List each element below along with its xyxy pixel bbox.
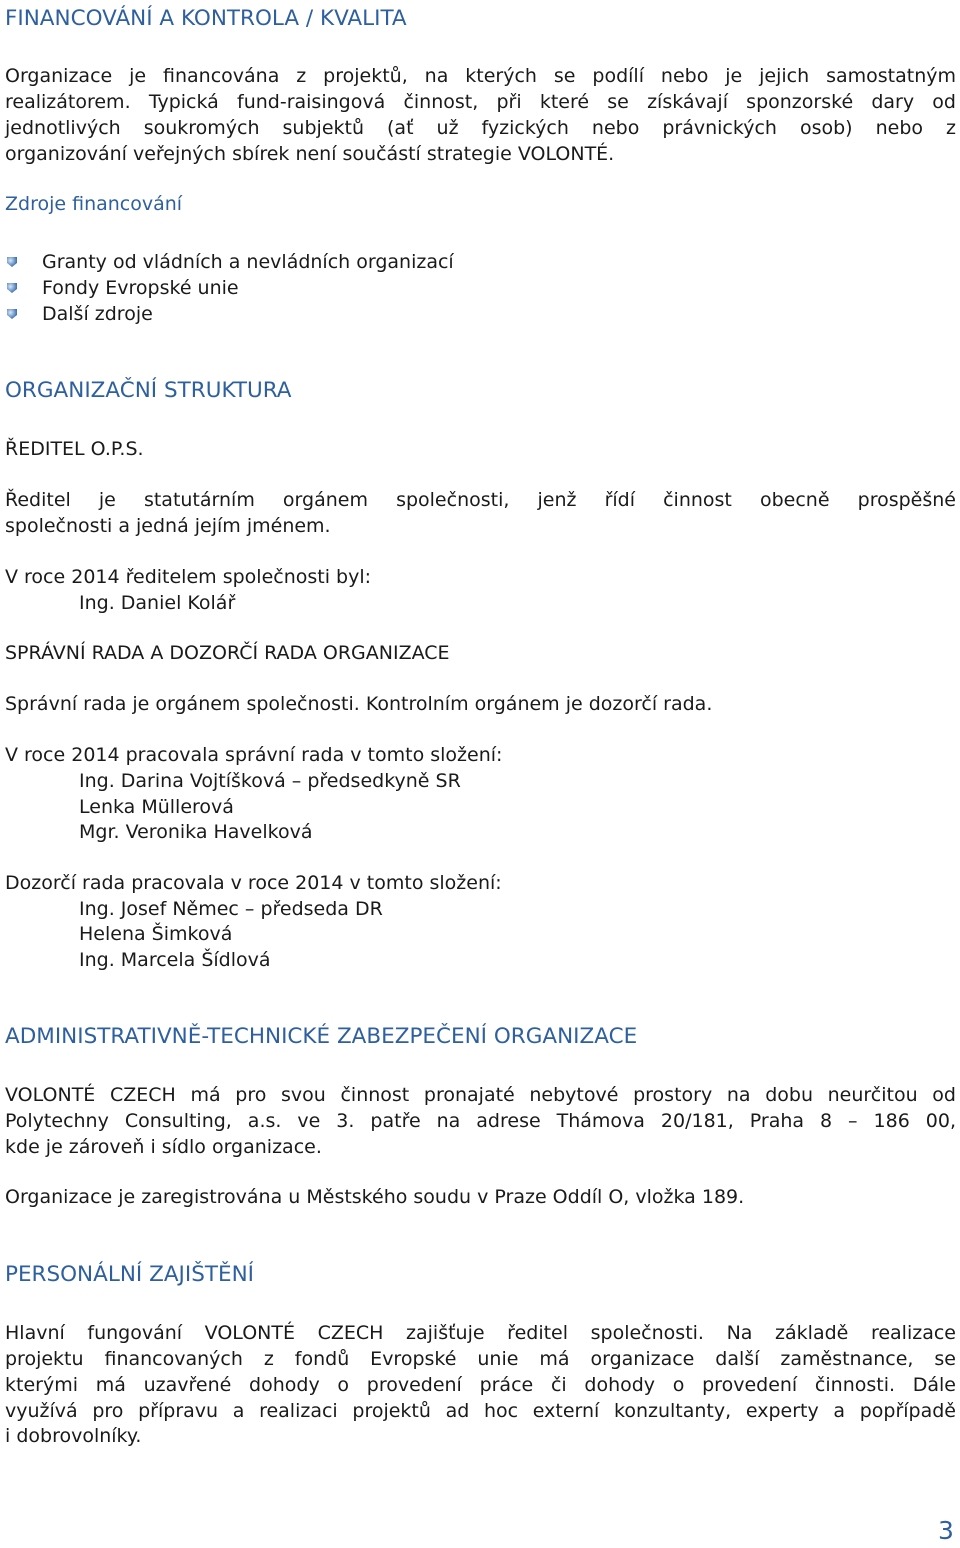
board-member: Helena Šimková	[79, 923, 233, 945]
section-heading-personnel: PERSONÁLNÍ ZAJIŠTĚNÍ	[5, 1262, 254, 1287]
boards-heading: SPRÁVNÍ RADA A DOZORČÍ RADA ORGANIZACE	[5, 642, 450, 664]
boards-intro: Správní rada je orgánem společnosti. Kontrolním orgánem je dozorčí rada.	[5, 693, 713, 715]
section-heading-structure: ORGANIZAČNÍ STRUKTURA	[5, 378, 292, 403]
board-member: Mgr. Veronika Havelková	[79, 821, 313, 843]
admin-tech-para-line: VOLONTÉ CZECH má pro svou činnost pronajaté nebytové prostory na dobu neurčitou od	[5, 1084, 956, 1106]
board-member: Ing. Darina Vojtíšková – předsedkyně SR	[79, 770, 461, 792]
bullet-icon	[5, 255, 19, 269]
registration-line: Organizace je zaregistrována u Městského soudu v Praze Oddíl O, vložka 189.	[5, 1186, 745, 1208]
director-heading: ŘEDITEL O.P.S.	[5, 438, 144, 460]
section-heading-financing: FINANCOVÁNÍ A KONTROLA / KVALITA	[5, 6, 407, 31]
board-member: Lenka Müllerová	[79, 796, 234, 818]
list-item: Další zdroje	[42, 303, 153, 325]
admin-board-line: V roce 2014 pracovala správní rada v tomto složení:	[5, 744, 503, 766]
financing-para-line: Organizace je financována z projektů, na kterých se podílí nebo je jejich samostatným	[5, 65, 956, 87]
bullet-icon	[5, 307, 19, 321]
admin-tech-para-line: kde je zároveň i sídlo organizace.	[5, 1136, 322, 1158]
page-number: 3	[938, 1516, 954, 1545]
list-item: Granty od vládních a nevládních organizací	[42, 251, 454, 273]
personnel-para-line: i dobrovolníky.	[5, 1425, 142, 1447]
sources-heading: Zdroje financování	[5, 193, 183, 215]
personnel-para-line: kterými má uzavřené dohody o provedení práce či dohody o provedení činnosti. Dále	[5, 1374, 956, 1396]
admin-tech-para-line: Polytechny Consulting, a.s. ve 3. patře na adrese Thámova 20/181, Praha 8 – 186 00,	[5, 1110, 956, 1132]
supervisory-board-line: Dozorčí rada pracovala v roce 2014 v tomto složení:	[5, 872, 502, 894]
financing-para-line: jednotlivých soukromých subjektů (ať už fyzických nebo právnických osob) nebo z	[5, 117, 956, 139]
financing-para-line: organizování veřejných sbírek není součástí strategie VOLONTÉ.	[5, 143, 615, 165]
director-name: Ing. Daniel Kolář	[79, 592, 236, 614]
board-member: Ing. Josef Němec – předseda DR	[79, 898, 383, 920]
financing-para-line: realizátorem. Typická fund-raisingová činnost, při které se získávají sponzorské dary od	[5, 91, 956, 113]
director-para-line: Ředitel je statutárním orgánem společnosti, jenž řídí činnost obecně prospěšné	[5, 489, 956, 511]
bullet-icon	[5, 281, 19, 295]
section-heading-admin-tech: ADMINISTRATIVNĚ-TECHNICKÉ ZABEZPEČENÍ ORGANIZACE	[5, 1024, 638, 1049]
director-para-line: společnosti a jedná jejím jménem.	[5, 515, 331, 537]
board-member: Ing. Marcela Šídlová	[79, 949, 271, 971]
director-year-line: V roce 2014 ředitelem společnosti byl:	[5, 566, 372, 588]
personnel-para-line: Hlavní fungování VOLONTÉ CZECH zajišťuje ředitel společnosti. Na základě realizace	[5, 1322, 956, 1344]
personnel-para-line: projektu financovaných z fondů Evropské unie má organizace další zaměstnance, se	[5, 1348, 956, 1370]
list-item: Fondy Evropské unie	[42, 277, 239, 299]
personnel-para-line: využívá pro přípravu a realizaci projektů ad hoc externí konzultanty, experty a popřípadě	[5, 1400, 956, 1422]
